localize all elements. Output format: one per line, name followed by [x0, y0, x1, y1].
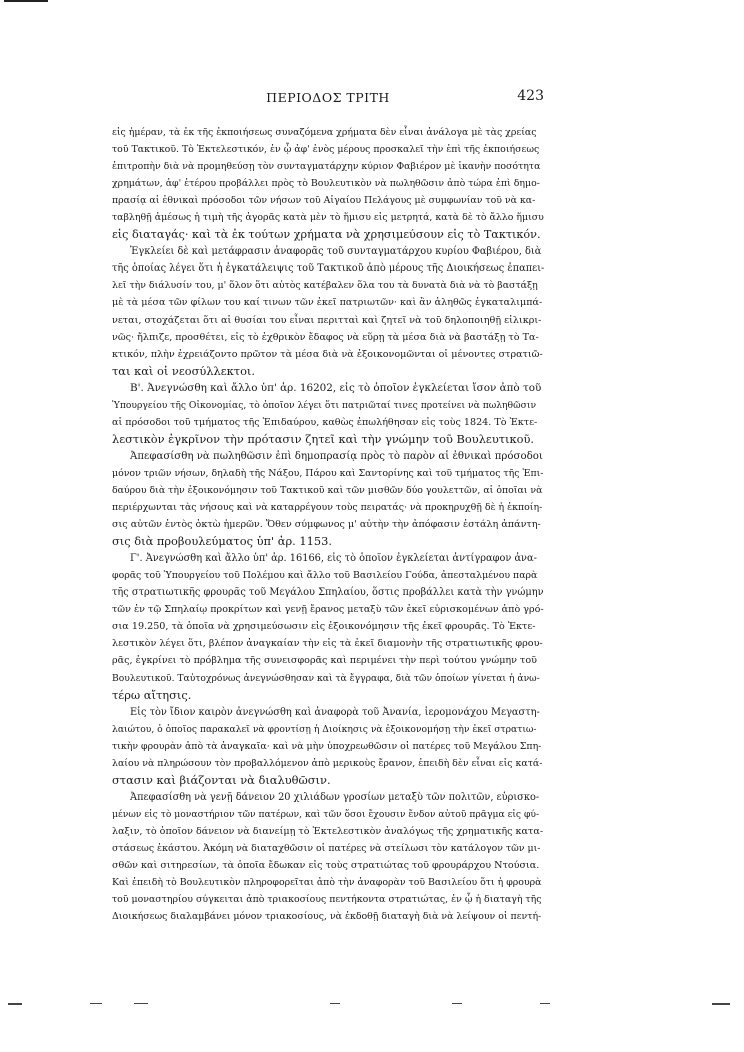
- text-line: τοῦ Τακτικοῦ. Τὸ Ἐκτελεστικόν, ἐν ᾧ ἀφ' ἑνὸς μέρους προσκαλεῖ τὴν ἐπὶ τῆς ἐκποιήσεως: [112, 144, 540, 156]
- text-line: σια 19.250, τὰ ὁποῖα νὰ χρησιμεύσωσιν εἰς ἐξοικονόμησιν τῆς ἐκεῖ φρουρᾶς. Τὸ Ἐκτε-: [112, 621, 536, 633]
- text-line: σις αὐτῶν ἐντὸς ὀκτὼ ἡμερῶν. Ὅθεν σύμφωνος μ' αὐτὴν τὴν ἀπόφασιν ἐστάλη ἀπάντη-: [112, 519, 541, 531]
- text-line: μόνον τριῶν νήσων, δηλαδὴ τῆς Νάξου, Πάρου καὶ Σαντορίνης καὶ τοῦ τμήματος τῆς Ἐπι-: [112, 467, 544, 479]
- text-line: ται καὶ οἱ νεοσύλλεκτοι.: [112, 363, 256, 378]
- text-line: αἱ πρόσοδοι τοῦ τμήματος τῆς Ἐπιδαύρου, καθὼς ἐπωλήθησαν εἰς τοὺς 1824. Τὸ Ἐκτε-: [112, 416, 538, 428]
- text-line: περιέρχωνται τὰς νήσους καὶ νὰ καταρρέγουν τοὺς πειρατάς· νὰ προκηρυχθῇ δὲ ἡ ἐκποίη-: [112, 502, 543, 514]
- text-line: ρᾶς, ἐγκρίνει τὸ πρόβλημα τῆς συνεισφορᾶς καὶ περιμένει τὴν περὶ τούτου γνώμην τοῦ: [112, 655, 537, 667]
- text-line: πρασίᾳ αἱ ἐθνικαὶ πρόσοδοι τῶν νήσων τοῦ Αἰγαίου Πελάγους μὲ συμφωνίαν τοῦ νὰ κα-: [112, 195, 536, 207]
- text-line: Γ'. Ἀνεγνώσθη καὶ ἄλλο ὑπ' ἀρ. 16166, εἰς τὸ ὁποῖον ἐγκλείεται ἀντίγραφον ἀνα-: [130, 553, 537, 565]
- text-line: Ἐγκλείει δὲ καὶ μετάφρασιν ἀναφορᾶς τοῦ συνταγματάρχου κυρίου Φαβιέρου, διὰ: [130, 246, 542, 258]
- text-line: λαίου νὰ πληρώσουν τὸν προβαλλόμενον ἀπὸ μερικοὺς ἔρανον, ἐπειδὴ δὲν εἶναι εἰς κατά-: [112, 757, 543, 769]
- text-line: εἰς διαταγάς· καὶ τὰ ἐκ τούτων χρήματα νὰ χρησιμεύσουν εἰς τὸ Τακτικόν.: [112, 228, 541, 242]
- scan-mark: [8, 1003, 22, 1005]
- text-line: τέρω αἴτησις.: [112, 687, 192, 702]
- text-line: λαιώτου, ὁ ὁποῖος παρακαλεῖ νὰ φροντίσῃ ἡ Διοίκησις νὰ ἐξοικονομήσῃ τὴν ἐκεῖ στρατιω-: [112, 723, 537, 735]
- running-title: ΠΕΡΙΟΔΟΣ ΤΡΙΤΗ: [266, 90, 390, 105]
- text-line: σις διὰ προβουλεύματος ὑπ' ἀρ. 1153.: [112, 534, 332, 549]
- text-line: νῶς· ἤλπιζε, προσθέτει, εἰς τὸ ἐχθρικὸν ἔδαφος νὰ εὕρῃ τὰ μέσα διὰ νὰ βαστάξῃ τὸ Τα-: [112, 331, 539, 343]
- top-rule: [4, 0, 48, 2]
- text-line: φορᾶς τοῦ Ὑπουργείου τοῦ Πολέμου καὶ ἄλλο τοῦ Βασιλείου Γούδα, ἀπεσταλμένου παρὰ: [112, 570, 538, 582]
- scan-mark: [452, 1003, 462, 1004]
- scan-mark: [90, 1003, 102, 1004]
- text-line: μένων εἰς τὸ μοναστήριον τῶν πατέρων, καὶ τῶν ὅσοι ἔχουσιν ἔνδον αὐτοῦ πρᾶγμα εἰς φύ-: [112, 808, 540, 820]
- text-line: Ὑπουργείου τῆς Οἰκονομίας, τὸ ὁποῖον λέγει ὅτι πατριῶταί τινες προτείνει νὰ πωληθῶσιν: [112, 399, 537, 411]
- text-line: μὲ τὰ μέσα τῶν φίλων του καί τινων τῶν ἐκεῖ πατριωτῶν· καὶ ἂν ἀληθῶς ἐγκαταλιμπά-: [112, 297, 543, 309]
- text-line: Ἀπεφασίσθη νὰ πωληθῶσιν ἐπὶ δημοπρασίᾳ πρὸς τὸ παρὸν αἱ ἐθνικαὶ πρόσοδοι: [130, 450, 543, 462]
- page-number: 423: [517, 88, 544, 104]
- text-line: Β'. Ἀνεγνώσθη καὶ ἄλλο ὑπ' ἀρ. 16202, εἰς τὸ ὁποῖον ἐγκλείεται ἴσον ἀπὸ τοῦ: [130, 381, 542, 394]
- text-line: λεῖ τὴν διάλυσίν του, μ' ὅλον ὅτι αὐτὸς κατέβαλεν ὅλα του τὰ δυνατὰ διὰ νὰ τὸ βαστάξῃ: [112, 280, 538, 292]
- text-line: εἰς ἡμέραν, τὰ ἐκ τῆς ἐκποιήσεως συναζόμενα χρήματα δὲν εἶναι ἀνάλογα μὲ τὰς χρείας: [112, 127, 537, 138]
- scan-mark: [712, 1003, 730, 1005]
- text-line: ἐπιτροπὴν διὰ νὰ προμηθεύσῃ τὸν συνταγματάρχην κύριον Φαβιέρον μὲ ἱκανὴν ποσότητα: [112, 161, 541, 173]
- text-line: Βουλευτικοῦ. Ταὐτοχρόνως ἀνεγνώσθησαν καὶ τὰ ἔγγραφα, διὰ τῶν ὁποίων γίνεται ἡ ἀνω-: [112, 672, 540, 684]
- text-line: Ἀπεφασίσθη νὰ γενῇ δάνειον 20 χιλιάδων γροσίων μεταξὺ τῶν πολιτῶν, εὑρισκο-: [130, 791, 540, 803]
- text-line: τῆς στρατιωτικῆς φρουρᾶς τοῦ Μεγάλου Σπηλαίου, ὅστις προβάλλει κατὰ τὴν γνώμην: [112, 587, 544, 599]
- text-line: σθῶν καὶ σιτηρεσίων, τὰ ὁποῖα ἔδωκαν εἰς τοὺς στρατιώτας τοῦ φρουράρχου Ντούσια.: [112, 860, 540, 872]
- text-line: λαξιν, τὸ ὁποῖον δάνειον νὰ διανείμῃ τὸ Ἐκτελεστικὸν ἀναλόγως τῆς χρηματικῆς κατα-: [112, 825, 544, 837]
- text-line: τοῦ μοναστηρίου σύγκειται ἀπὸ τριακοσίους πεντήκοντα στρατιώτας, ἐν ᾧ ἡ διαταγὴ τῆς: [112, 894, 542, 906]
- text-line: λεστικὸν λέγει ὅτι, βλέπον ἀναγκαίαν τὴν εἰς τὰ ἐκεῖ διαμονὴν τῆς στρατιωτικῆς φρου-: [112, 638, 543, 650]
- scan-mark: [330, 1003, 340, 1004]
- text-line: νεται, στοχάζεται ὅτι αἱ θυσίαι του εἶναι περιτταὶ καὶ ζητεῖ νὰ τοῦ δηλοποιηθῇ εἰλικρι-: [112, 314, 542, 326]
- text-line: Διοικήσεως διαλαμβάνει μόνον τριακοσίους, νὰ ἐκδοθῇ διαταγὴ διὰ νὰ λείψουν οἱ πεντή-: [112, 911, 542, 923]
- text-line: στασιν καὶ βιάζονται νὰ διαλυθῶσιν.: [112, 772, 331, 787]
- text-line: ταβληθῇ ἀμέσως ἡ τιμὴ τῆς ἀγορᾶς κατὰ μὲν τὸ ἥμισυ εἰς μετρητά, κατὰ δὲ τὸ ἄλλο ἥμισυ: [112, 212, 544, 224]
- text-line: στάσεως ἑκάστου. Ἀκόμη νὰ διαταχθῶσιν οἱ πατέρες νὰ στείλωσι τὸν κατάλογον τῶν μι-: [112, 842, 541, 854]
- text-line: Εἰς τὸν ἴδιον καιρὸν ἀνεγνώσθη καὶ ἀναφορὰ τοῦ Ἀνανία, ἱερομονάχου Μεγαστη-: [130, 706, 540, 718]
- text-line: κτικόν, πλὴν ἐχρειάζοντο πρῶτον τὰ μέσα διὰ νὰ ἐξοικονομῶνται οἱ μένοντες στρατιῶ-: [112, 348, 543, 360]
- running-header: [112, 88, 544, 108]
- text-line: τῶν ἐν τῷ Σπηλαίῳ προκρίτων καὶ γενῇ ἔρανος μεταξὺ τῶν ἐκεῖ εὑρισκομένων ἀπὸ γρό-: [112, 604, 544, 616]
- text-line: τικὴν φρουρὰν ἀπὸ τὰ ἀναγκαῖα· καὶ νὰ μὴν ὑποχρεωθῶσιν οἱ πατέρες τοῦ Μεγάλου Σπη-: [112, 740, 542, 752]
- text-line: Καὶ ἐπειδὴ τὸ Βουλευτικὸν πληροφορεῖται ἀπὸ τὴν ἀναφορὰν τοῦ Βασιλείου ὅτι ἡ φρουρὰ: [112, 877, 542, 889]
- text-line: τῆς ὁποίας λέγει ὅτι ἡ ἐγκατάλειψις τοῦ Τακτικοῦ ἀπὸ μέρους τῆς Διοικήσεως ἐπαπει-: [112, 263, 544, 275]
- text-line: δαύρου διὰ τὴν ἐξοικονόμησιν τοῦ Τακτικοῦ καὶ τῶν μισθῶν δύο γουλεττῶν, αἱ ὁποῖαι νὰ: [112, 484, 543, 496]
- scan-mark: [134, 1003, 148, 1004]
- body-text: [112, 124, 544, 925]
- scan-mark: [540, 1003, 550, 1004]
- text-line: λεστικὸν ἐγκρῖνον τὴν πρότασιν ζητεῖ καὶ τὴν γνώμην τοῦ Βουλευτικοῦ.: [112, 431, 535, 446]
- text-line: χρημάτων, ἀφ' ἑτέρου προβάλλει πρὸς τὸ Βουλευτικὸν νὰ πωληθῶσιν ἀπὸ τώρα ἐπὶ δημο-: [112, 178, 540, 190]
